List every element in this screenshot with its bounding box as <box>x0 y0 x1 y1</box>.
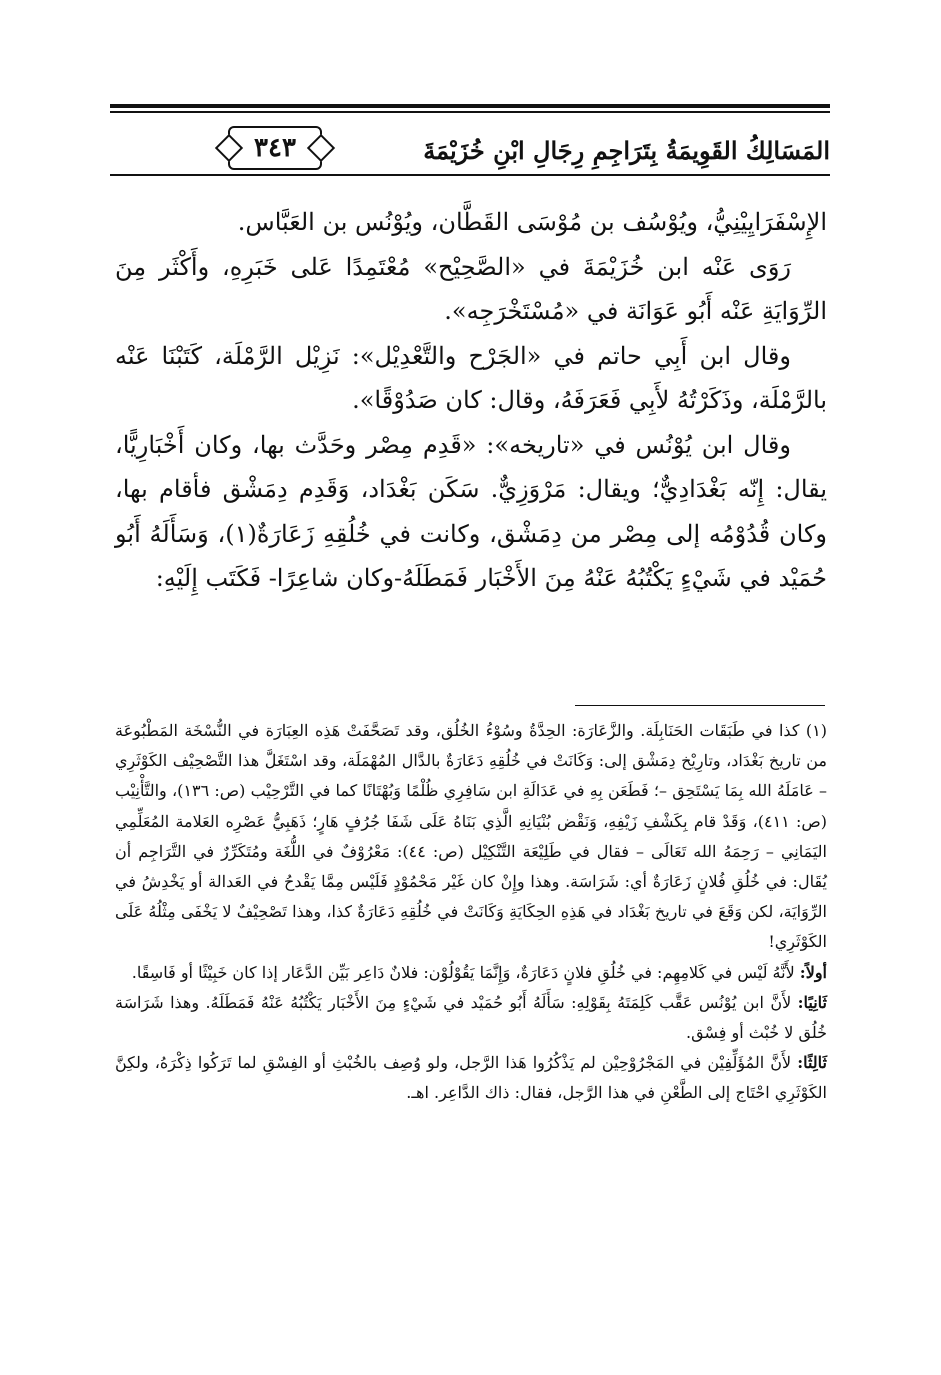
book-title: المَسَالِكُ القَوِيمَةُ بِتَرَاجِمِ رِجَالِ ابْنِ خُزَيْمَةَ <box>423 136 830 165</box>
paragraph-2: رَوَى عَنْه ابن خُزَيْمَةَ في «الصَّحِيْح» مُعْتَمِدًا عَلى خَبَرِهِ، وأَكْثَر مِنَ الرِّوَايَةِ عَنْه أَبُو عَوَانَة في «مُسْتَخْرَجِه». <box>115 252 827 325</box>
footnote-point-2-text: لأَنَّ ابن يُوْنُس عَقَّب كَلِمَتَهُ بِقَوْلِهِ: سَأَلَهُ أَبُو حُمَيْد في شَيْءٍ مِنَ الأَخْبَار يَكْتُبُهُ عَنْهُ فَمَطَلَهُ. وهذا شَرَاسَة خُلُق لا خُبْث أو فِسْق. <box>115 992 827 1043</box>
paragraph-4: وقال ابن يُوْنُس في «تاريخه»: «قَدِم مِصْر وحَدَّث بها، وكان أَخْبَارِيًّا، يقال: إِنّه بَغْدَادِيٌّ؛ ويقال: مَرْوَزِيٌّ. سَكَن بَغْدَاد، وَقَدِم دِمَشْق فأقام بها، وكان قُدُوْمُه إلى مِصْر من دِمَشْق، وكانت في خُلُقِهِ زَعَارَةٌ(١)، وَسَأَلَهُ أَبُو حُمَيْد في شَيْءٍ يَكْتُبُهُ عَنْهُ مِنَ الأَخْبَار فَمَطَلَهُ-وكان شاعِرًا- فَكَتَب إِلَيْهِ: <box>115 430 827 592</box>
footnote-1: (١) كذا في طَبَقَات الحَنَابِلَة. والزَّعَارَة: الحِدَّةُ وسُوْءُ الخُلُق، وقد تَصَحَّفَتْ هَذِه العِبَارَة في النُّسْخَة المَطْبُوعَة من تاريخ بَغْدَاد، وتارِيْخ دِمَشْق إلى: وَكَانَتْ في خُلُقِهِ دَعَارَةٌ بالدَّال المُهْمَلَة، وقد اسْتَغَلَّ هذا التَّصْحِيْف الكَوْثَرِي – عَامَلَهُ الله بِمَا يَسْتَحِق –؛ فَطَعَن بِهِ في عَدَالَةِ ابن سَافِرِي ظُلْمًا وَبُهْتَانًا كما في التَّرْحِيْب (ص: ١٣٦)، والتَّأْنِيْب (ص: ٤١١)، وَقَدْ قام بِكَشْفِ زَيْفِهِ، وَنَقْض بُنْيَانِهِ الَّذِي بَنَاهُ عَلَى شَفَا جُرُفٍ هَارٍ؛ ذَهَبِيُّ عَصْرِه العَلامة المُعَلِّمِي اليَمَانِي – رَحِمَهُ الله تَعَالَى – فقال في طَلِيْعَة التَّنْكِيْل (ص: ٤٤): مَعْرُوْفٌ في اللُّغَة ومُتَكَرِّرٌ في التَّرَاجِم أن يُقَال: في خُلُقِ فُلانٍ زَعَارَةٌ أي: شَرَاسَة. وهذا وإِنْ كان غَيْر مَحْمُوْدٍ فَلَيْس مِمَّا يَقْدحُ في العَدالة أو يَخْدِشُ في الرِّوَايَة، لكن وَقَعَ في تاريخ بَغْدَاد في هَذِهِ الحِكَايَةِ وَكَانَتْ في خُلُقِهِ دَعَارَةٌ كذا، وهذا تَصْحِيْفٌ لا يَخْفَى مِثْلُهُ عَلَى الكَوْثَرِي! <box>115 721 828 952</box>
footnote-separator <box>575 705 825 706</box>
header-rule-thick <box>110 104 830 108</box>
header-rule-thin <box>110 111 830 113</box>
footnote-point-3-label: ثَالِثًا: <box>797 1053 827 1073</box>
page-number: ٣٤٣ <box>228 126 322 170</box>
footnote-point-2 <box>115 988 827 1048</box>
footnote-point-1 <box>115 958 827 988</box>
paragraph-3: وقال ابن أَبِي حاتم في «الجَرْح والتَّعْدِيْل»: نَزِيْل الرَّمْلَة، كَتَبْنَا عَنْه بالرَّمْلَة، وذَكَرْتُهُ لأَبِي فَعَرَفَهُ، وقال: كان صَدُوْقًا». <box>115 341 827 414</box>
footnote-point-3-text: لأَنَّ المُؤَلِّفِيْن في المَجْرُوْحِيْن لم يَذْكُرُوا هَذا الرَّجل، ولو وُصِف بالخُبْثِ أو الفِسْقِ لما تَرَكُوا ذِكْرَهُ، ولكِنَّ الكَوْثَرِي احْتَاج إلى الطَّعْنِ في هذا الرَّجل، فقال: ذاك الدَّاعِر. اهـ. <box>115 1053 827 1103</box>
footnote-point-1-label: أولاً: <box>799 962 827 982</box>
footnote-point-1-text: لأَنَّهُ لَيْس في كَلامِهِم: في خُلُقِ فلانٍ دَعَارَةٌ، وَإِنَّمَا يَقُوْلُوْن: فلانٌ دَاعِر بَيِّن الدَّعَار إذا كان خَبِيْثًا أو فَاسِقًا. <box>131 962 795 982</box>
main-text <box>115 200 827 601</box>
footnotes <box>115 716 827 1109</box>
page-header <box>110 104 830 194</box>
footnote-point-3 <box>115 1048 827 1108</box>
paragraph-1: الإِسْفَرَايِيْنِيُّ، ويُوْسُف بن مُوْسَى القَطَّان، ويُوْنُس بن العَبَّاس. <box>237 208 827 236</box>
footnote-point-2-label: ثَانِيًا: <box>797 992 827 1012</box>
header-rule-bottom <box>110 174 830 176</box>
